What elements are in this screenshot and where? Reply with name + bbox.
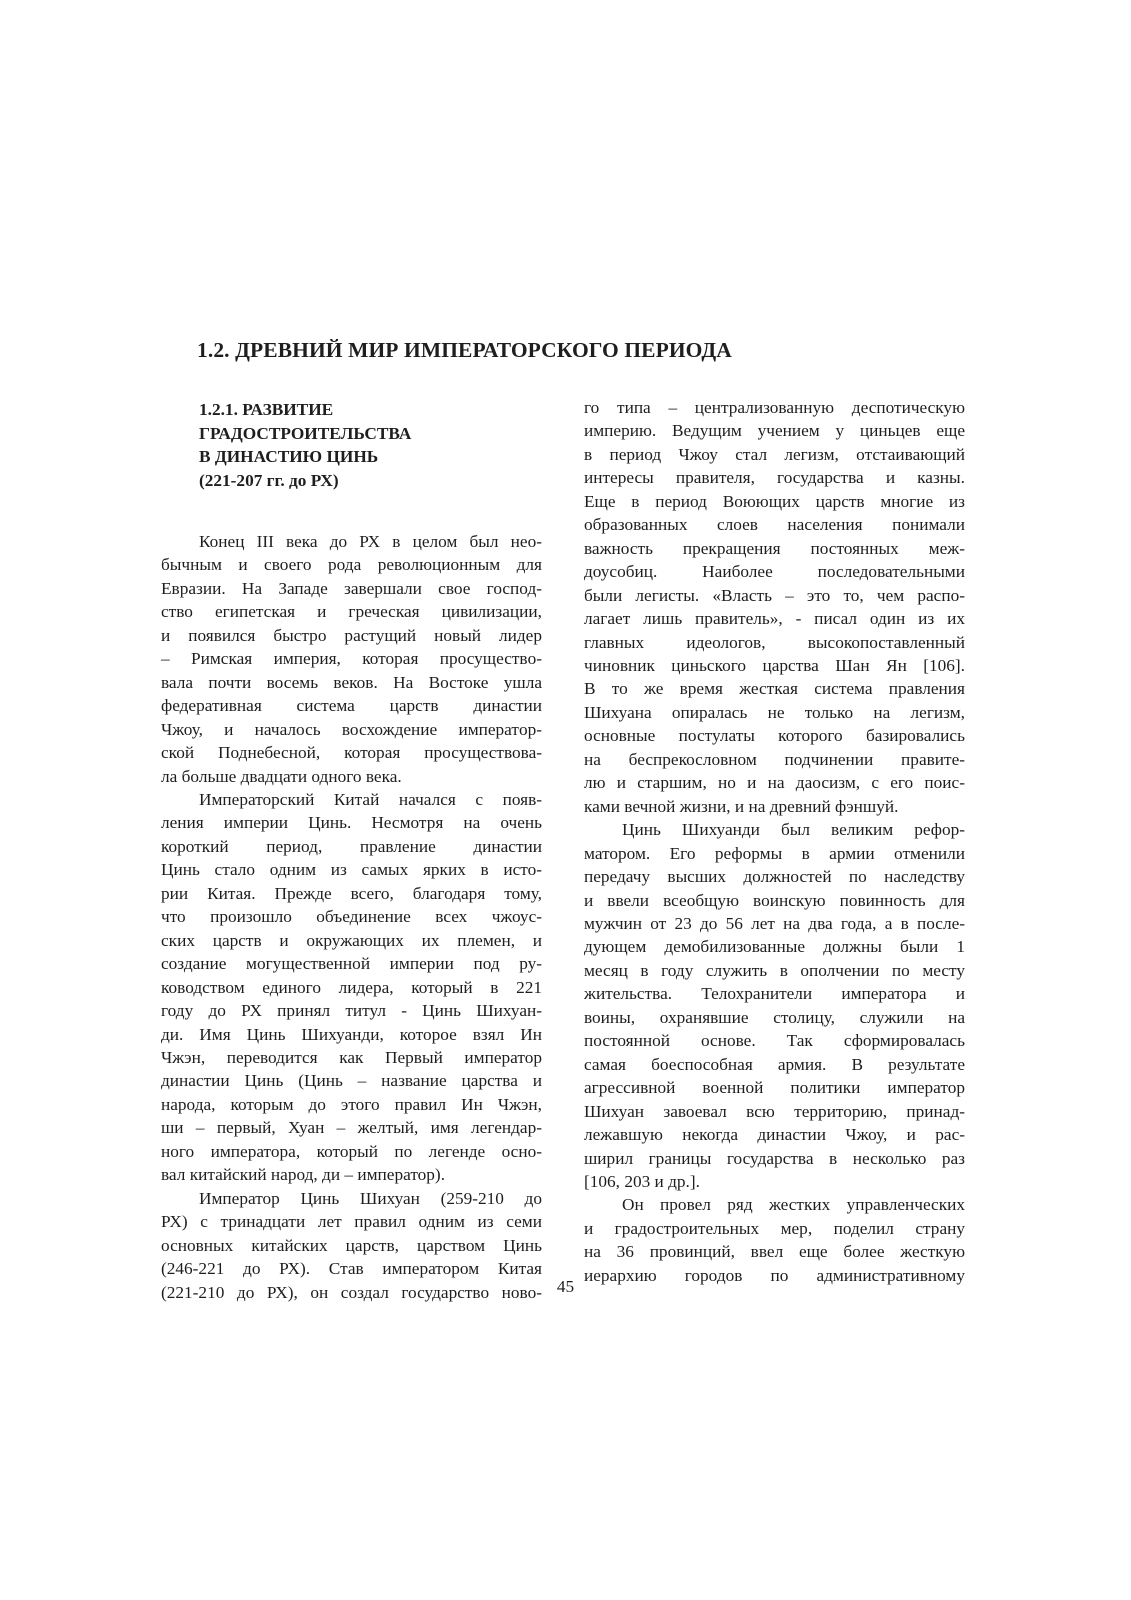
text-line: Шихуан завоевал всю территорию, принад-: [584, 1101, 965, 1121]
section-title-line: В ДИНАСТИЮ ЦИНЬ: [199, 447, 379, 466]
text-line: вал китайский народ, ди – император).: [161, 1165, 446, 1185]
text-line: ширил границы государства в несколько раз: [584, 1148, 965, 1168]
text-line: го типа – централизованную деспотическую: [584, 398, 965, 417]
right-column-text: [584, 396, 965, 1287]
text-line: агрессивной военной политики император: [584, 1078, 965, 1098]
text-line: Цинь стало одним из самых ярких в исто-: [161, 860, 542, 880]
text-line: Конец III века до РХ в целом был нео-: [199, 532, 542, 551]
text-line: матором. Его реформы в армии отменили: [584, 843, 965, 863]
text-line: лю и старшим, но и на даосизм, с его поис-: [584, 773, 965, 793]
text-line: империю. Ведущим учением у циньцев еще: [584, 421, 965, 441]
text-line: Евразии. На Западе завершали свое господ-: [161, 578, 542, 598]
text-line: (221-210 до РХ), он создал государство ново-: [161, 1282, 542, 1302]
text-line: РХ) с тринадцати лет правил одним из семи: [161, 1212, 542, 1232]
text-line: что произошло объединение всех чжоус-: [161, 907, 542, 927]
text-line: самая боеспособная армия. В результате: [584, 1054, 965, 1074]
text-line: ство египетская и греческая цивилизации,: [161, 602, 542, 622]
text-line: иерархию городов по административному: [584, 1265, 965, 1285]
text-line: важность прекращения постоянных меж-: [584, 538, 965, 558]
text-line: – Римская империя, которая просуществo-: [161, 649, 542, 669]
text-line: ской Поднебесной, которая просуществова-: [161, 743, 542, 763]
text-line: В то же время жесткая система правления: [584, 679, 965, 699]
text-line: Шихуана опиралась не только на легизм,: [584, 702, 965, 722]
text-line: вала почти восемь веков. На Востоке ушла: [161, 672, 542, 692]
text-line: создание могущественной империи под ру-: [161, 954, 542, 974]
text-line: ских царств и окружающих их племен, и: [161, 930, 542, 950]
section-title: [199, 398, 542, 492]
text-line: Он провел ряд жестких управленческих: [622, 1195, 965, 1215]
text-line: основные постулаты которого базировались: [584, 726, 965, 746]
text-line: на беспрекословном подчинении правите-: [584, 749, 965, 769]
text-line: воины, охранявшие столицу, служили на: [584, 1007, 965, 1027]
text-line: ководством единого лидера, который в 221: [161, 977, 542, 997]
text-line: чиновник циньского царства Шан Ян [106].: [584, 655, 965, 675]
text-line: жительства. Телохранители императора и: [584, 984, 965, 1004]
text-line: интересы правителя, государства и казны.: [584, 468, 965, 488]
text-line: [106, 203 и др.].: [584, 1171, 700, 1191]
text-line: дующем демобилизованные должны были 1: [584, 937, 965, 957]
text-line: Императорский Китай начался с появ-: [199, 789, 542, 809]
text-line: основных китайских царств, царством Цинь: [161, 1235, 542, 1255]
text-line: (246-221 до РХ). Став императором Китая: [161, 1259, 542, 1279]
text-line: и появился быстро растущий новый лидер: [161, 625, 542, 645]
text-line: мужчин от 23 до 56 лет на два года, а в после-: [584, 913, 965, 933]
text-line: и градостроительных мер, поделил страну: [584, 1218, 965, 1238]
text-line: рии Китая. Прежде всего, благодаря тому,: [161, 883, 542, 903]
text-line: главных идеологов, высокопоставленный: [584, 632, 965, 652]
text-line: Император Цинь Шихуан (259-210 до: [199, 1188, 542, 1208]
text-line: ди. Имя Цинь Шихуанди, которое взял Ин: [161, 1024, 542, 1044]
text-line: народа, которым до этого правил Ин Чжэн,: [161, 1094, 542, 1114]
heading-spacer: [161, 492, 542, 530]
page-number: 45: [556, 1277, 575, 1296]
text-line: федеративная система царств династии: [161, 696, 542, 716]
text-line: династии Цинь (Цинь – название царства и: [161, 1071, 542, 1091]
chapter-title: 1.2. ДРЕВНИЙ МИР ИМПЕРАТОРСКОГО ПЕРИОДА: [197, 338, 732, 362]
section-title-line: ГРАДОСТРОИТЕЛЬСТВА: [199, 423, 412, 443]
text-line: ши – первый, Хуан – желтый, имя легендар-: [161, 1118, 542, 1138]
text-line: ного императора, который по легенде осно-: [161, 1141, 542, 1161]
text-line: Чжоу, и началось восхождение императoр-: [161, 719, 542, 739]
text-line: месяц в году служить в ополчении по месту: [584, 960, 965, 980]
text-line: образованных слоев населения понимали: [584, 515, 965, 535]
text-line: Чжэн, переводится как Первый император: [161, 1047, 542, 1067]
text-line: в период Чжоу стал легизм, отстаивающий: [584, 444, 965, 464]
section-title-line: 1.2.1. РАЗВИТИЕ: [199, 400, 334, 419]
left-column: [161, 398, 542, 1304]
section-title-line: (221-207 гг. до РХ): [199, 470, 339, 490]
text-line: Цинь Шихуанди был великим рефор-: [622, 820, 965, 840]
text-line: Еще в период Воюющих царств многие из: [584, 491, 965, 511]
text-line: лежавшую некогда династии Чжоу, и рас-: [584, 1125, 965, 1145]
text-line: были легисты. «Власть – это то, чем распо-: [584, 585, 965, 605]
left-column-text: [161, 530, 542, 1304]
text-line: постоянной основе. Так сформировалась: [584, 1031, 965, 1051]
text-line: короткий период, правление династии: [161, 836, 542, 856]
text-line: и ввели всеобщую воинскую повинность для: [584, 890, 965, 910]
text-line: на 36 провинций, ввел еще более жесткую: [584, 1242, 965, 1262]
text-line: ла больше двадцати одного века.: [161, 766, 402, 786]
text-line: доусобиц. Наиболее последовательными: [584, 562, 965, 582]
right-column: [584, 396, 965, 1287]
text-line: передачу высших должностей по наследству: [584, 867, 965, 887]
text-line: лагает лишь правитель», - писал один из их: [584, 609, 965, 629]
text-line: бычным и своего рода революционным для: [161, 555, 542, 575]
text-line: году до РХ принял титул - Цинь Шихуан-: [161, 1001, 542, 1021]
text-line: ления империи Цинь. Несмотря на очень: [161, 813, 542, 833]
text-line: ками вечной жизни, и на древний фэншуй.: [584, 796, 899, 816]
